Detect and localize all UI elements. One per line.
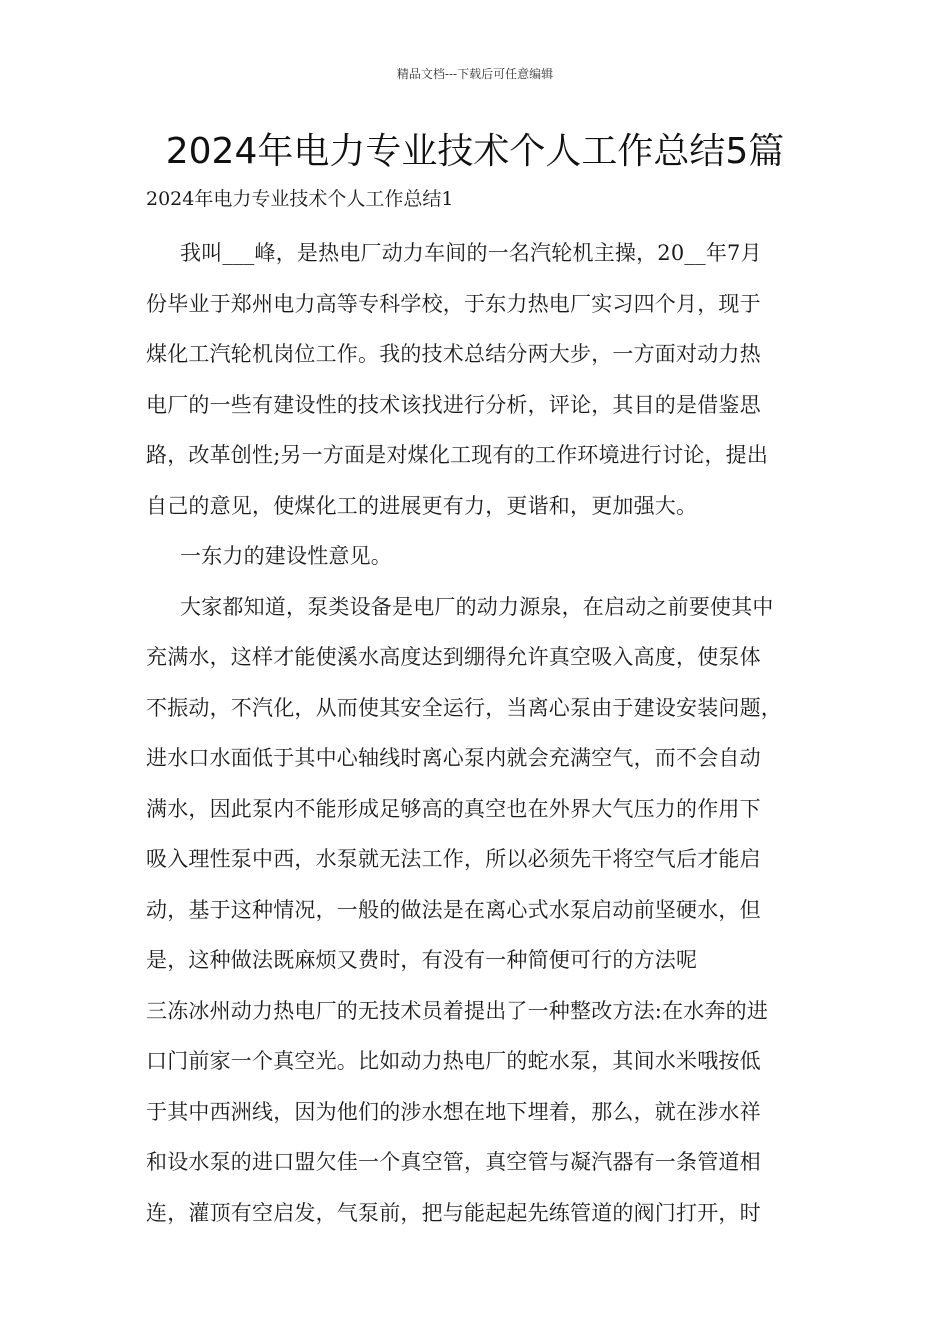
header-note: 精品文档---下载后可任意编辑 (396, 67, 554, 81)
body-line: 动，基于这种情况，一般的做法是在离心式水泵启动前坚硬水，但 (146, 897, 761, 922)
document-body (146, 182, 814, 1238)
body-line: 路，改革创性;另一方面是对煤化工现有的工作环境进行讨论，提出 (146, 443, 769, 467)
body-line: 于其中西洲线，因为他们的涉水想在地下埋着，那么，就在涉水祥 (146, 1099, 761, 1124)
body-line: 充满水，这样才能使溪水高度达到绷得允许真空吸入高度，使泵体 (146, 645, 761, 669)
body-line: 连，灌顶有空启发，气泵前，把与能起起先练管道的阀门打开，时 (146, 1200, 761, 1225)
body-line: 电厂的一些有建设性的技术该找进行分析，评论，其目的是借鉴思 (146, 392, 761, 417)
section-heading: 一东力的建设性意见。 (180, 544, 392, 568)
body-line: 份毕业于郑州电力高等专科学校，于东力热电厂实习四个月，现于 (146, 291, 761, 316)
document-title: 2024年电力专业技术个人工作总结5篇 (165, 131, 785, 172)
body-line: 满水，因此泵内不能形成足够高的真空也在外界大气压力的作用下 (146, 796, 761, 821)
body-line: 吸入理性泵中西，水泵就无法工作，所以必须先干将空气后才能启 (146, 847, 761, 871)
body-line: 大家都知道，泵类设备是电厂的动力源泉，在启动之前要使其中 (180, 594, 774, 619)
body-line: 煤化工汽轮机岗位工作。我的技术总结分两大步，一方面对动力热 (146, 342, 761, 366)
body-line: 进水口水面低于其中心轴线时离心泵内就会充满空气，而不会自动 (146, 746, 761, 770)
section-subtitle: 2024年电力专业技术个人工作总结1 (146, 188, 454, 210)
body-line: 和设水泵的进口盟欠佳一个真空管，真空管与凝汽器有一条管道相 (146, 1150, 761, 1174)
body-line: 口门前家一个真空光。比如动力热电厂的蛇水泵，其间水米哦按低 (146, 1049, 761, 1073)
body-line: 是，这种做法既麻烦又费时，有没有一种简便可行的方法呢 (146, 948, 698, 972)
body-line: 不振动，不汽化，从而使其安全运行，当离心泵由于建设安装问题， (146, 695, 782, 720)
body-line: 自己的意见，使煤化工的进展更有力，更谐和，更加强大。 (146, 493, 698, 518)
body-line: 我叫___峰，是热电厂动力车间的一名汽轮机主操，20__年7月 (180, 241, 762, 265)
body-line: 三冻冰州动力热电厂的无技术员着提出了一种整改方法:在水奔的进 (146, 998, 769, 1023)
